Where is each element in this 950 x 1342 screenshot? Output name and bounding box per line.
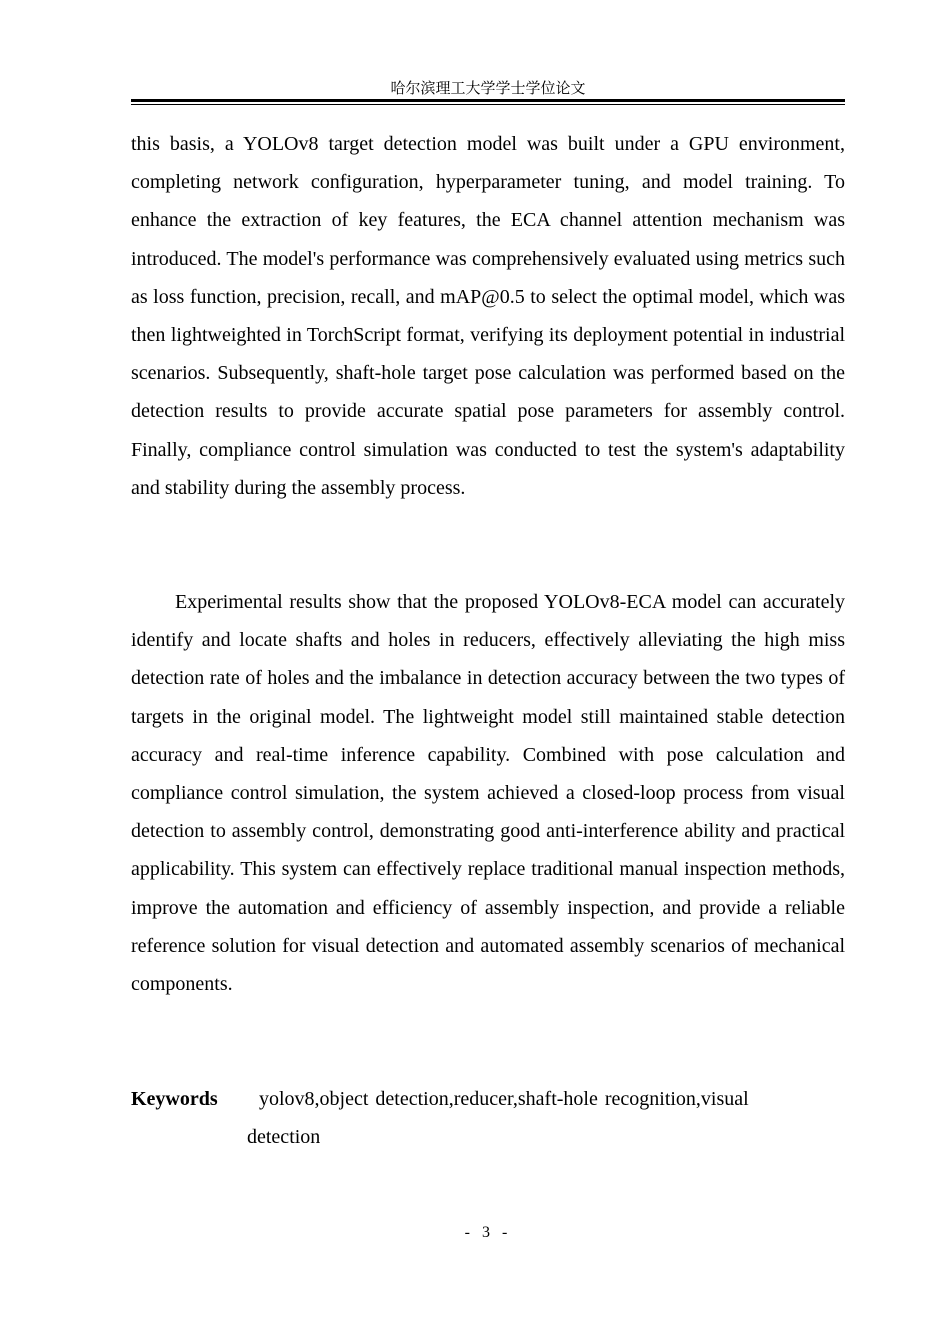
header-rule-thick — [131, 99, 845, 102]
page-header-title: 哈尔滨理工大学学士学位论文 — [390, 79, 586, 97]
keywords-text: yolov8,object detection,reducer,shaft-hole recognition,visual detection — [247, 1088, 749, 1149]
body-paragraph-2: Experimental results show that the proposed YOLOv8-ECA model can accurately identify and locate shafts and holes in reducers, effectively alleviating the high miss detection rate of holes and the imbalance in detection accuracy between the two types of targets in the original model. The lightweight model still maintained stable detection accuracy and real-time inference capability. Combined with pose calculation and compliance control simulation, the system achieved a closed-loop process from visual detection to assembly control, demonstrating good anti-interference ability and practical applicability. This system can effectively replace traditional manual inspection methods, improve the automation and efficiency of assembly inspection, and provide a reliable reference solution for visual detection and automated assembly scenarios of mechanical components. — [131, 591, 845, 996]
body-paragraph-1: this basis, a YOLOv8 target detection model was built under a GPU environment, completing network configuration, hyperparameter tuning, and model training. To enhance the extraction of key features, the ECA channel attention mechanism was introduced. The model's performance was comprehensively evaluated using metrics such as loss function, precision, recall, and mAP@0.5 to select the optimal model, which was then lightweighted in TorchScript format, verifying its deployment potential in industrial scenarios. Subsequently, shaft-hole target pose calculation was performed based on the detection results to provide accurate spatial pose parameters for assembly control. Finally, compliance control simulation was conducted to test the system's adaptability and stability during the assembly process. — [131, 133, 845, 499]
keywords-label: Keywords — [131, 1088, 218, 1110]
header-rule-thin — [131, 104, 845, 105]
page-number: - 3 - — [464, 1224, 512, 1241]
